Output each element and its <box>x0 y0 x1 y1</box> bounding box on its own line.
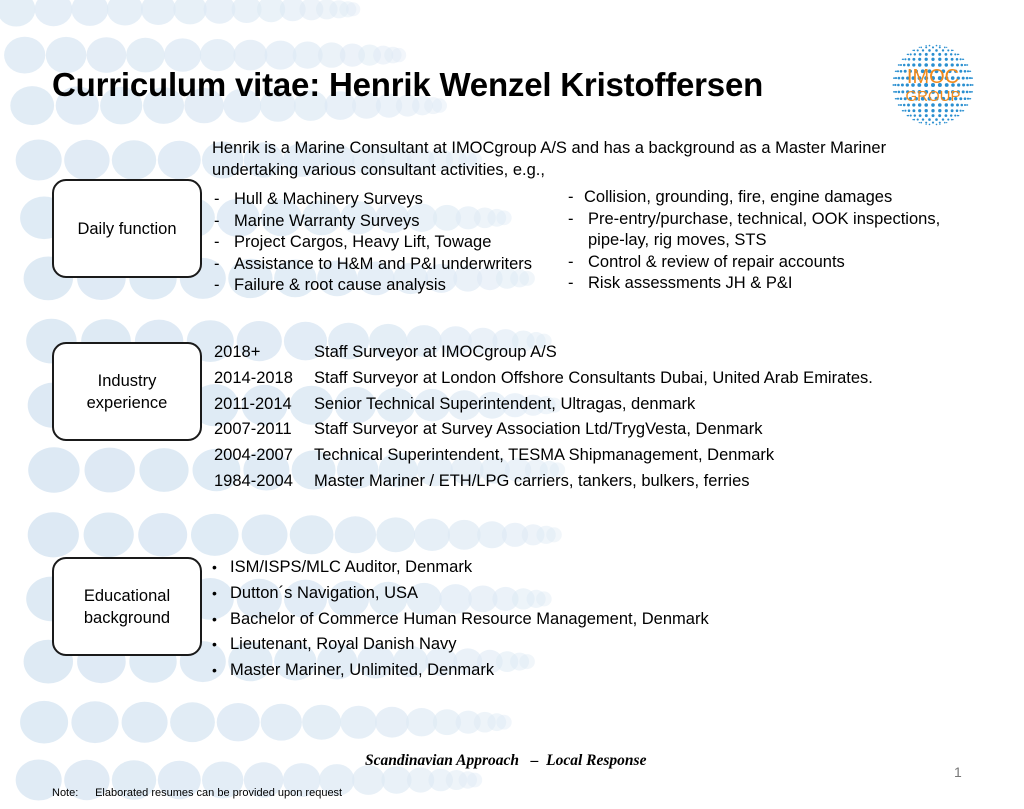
daily-function-label: Daily function <box>77 219 177 238</box>
background-dot <box>302 705 341 740</box>
intro-line-1: Henrik is a Marine Consultant at IMOCgroup A/S and has a background as a Master Mariner <box>212 139 887 157</box>
background-dot <box>138 513 187 557</box>
background-dot <box>496 715 511 730</box>
background-dot <box>173 0 206 24</box>
logo-dot <box>900 97 903 100</box>
background-dot <box>20 701 68 744</box>
logo-dot <box>918 109 921 112</box>
logo-dot <box>901 84 904 87</box>
background-dot <box>71 0 108 26</box>
logo-dot <box>919 53 922 56</box>
list-item: • Master Mariner, Unlimited, Denmark <box>212 661 495 680</box>
logo-dot <box>947 119 949 121</box>
logo-dot <box>893 91 895 93</box>
background-dot <box>414 519 450 551</box>
logo-dot <box>936 45 938 47</box>
logo-dot <box>900 104 902 106</box>
logo-dot <box>904 58 906 60</box>
logo-dot <box>901 77 904 80</box>
logo-dot <box>932 122 934 124</box>
footer-note <box>52 787 342 799</box>
logo-dot <box>919 47 920 48</box>
logo-dot <box>956 58 959 61</box>
logo-dot <box>963 110 964 111</box>
daily-function-box <box>52 179 202 278</box>
bullet-marker: • <box>212 636 217 653</box>
background-dot <box>448 520 481 550</box>
logo-dot <box>917 49 919 51</box>
table-row: 2018+ Staff Surveyor at IMOCgroup A/S <box>214 343 557 361</box>
logo-dot <box>958 54 959 55</box>
bullet-marker: • <box>212 610 217 627</box>
logo-dot <box>931 109 934 112</box>
logo-dot <box>929 124 931 126</box>
background-dot <box>112 140 156 179</box>
logo-dot <box>956 109 959 112</box>
logo-dot <box>938 53 941 56</box>
list-item: pipe-lay, rig moves, STS <box>588 231 767 249</box>
background-dot <box>391 48 406 62</box>
logo-dot <box>967 104 968 105</box>
logo-dot <box>959 70 962 73</box>
logo-dot <box>901 90 904 93</box>
logo-dot <box>925 114 928 117</box>
logo-dot <box>962 90 965 93</box>
logo-dot <box>950 53 952 55</box>
logo-dot <box>929 45 931 47</box>
background-dot <box>4 37 45 74</box>
background-dot <box>35 0 73 26</box>
page-number: 1 <box>954 764 962 780</box>
logo-dot <box>960 110 962 112</box>
logo-dot <box>966 91 969 94</box>
logo-dot <box>894 84 896 86</box>
logo-dot <box>938 114 941 117</box>
logo-dot <box>972 91 973 92</box>
logo-dot <box>919 114 922 117</box>
dash-marker: - <box>568 274 574 292</box>
education-label-line-2: background <box>83 608 171 627</box>
background-dot <box>84 513 134 558</box>
logo-dot <box>893 84 895 86</box>
logo-dot <box>945 53 948 56</box>
background-dot <box>191 514 239 556</box>
logo-dot <box>925 53 928 56</box>
logo-dot <box>912 109 915 112</box>
logo-dot <box>932 53 935 56</box>
logo-dot <box>939 124 940 125</box>
background-dot <box>28 447 79 492</box>
table-row: 1984-2004 Master Mariner / ETH/LPG carriers, tankers, bulkers, ferries <box>214 471 750 490</box>
experience-table <box>214 343 873 498</box>
logo-dot <box>966 84 969 87</box>
background-dot <box>232 0 262 23</box>
logo-dot <box>939 46 941 48</box>
logo-dot <box>954 115 956 117</box>
background-dot <box>546 527 562 542</box>
logo-dot <box>913 119 915 121</box>
background-dot <box>10 86 54 125</box>
svg-text:IMOC: IMOC <box>906 66 960 88</box>
logo-dot <box>914 53 916 55</box>
logo-dot <box>895 77 897 79</box>
logo-dot <box>946 122 947 123</box>
page-title: Curriculum vitae: Henrik Wenzel Kristoffersen <box>52 66 764 103</box>
logo-dot <box>895 98 897 100</box>
logo-dot <box>972 84 973 85</box>
list-item: - Pre-entry/purchase, technical, OOK inspections, <box>568 209 941 228</box>
logo-dot <box>926 124 927 125</box>
logo-dot <box>967 70 969 72</box>
background-dot <box>467 773 482 788</box>
logo-dot <box>900 64 902 66</box>
logo-dot <box>897 70 899 72</box>
list-item: • Dutton´s Navigation, USA <box>212 583 419 602</box>
intro-line-2: undertaking various consultant activities, e.g., <box>212 161 545 179</box>
note-label: Note: <box>52 787 79 799</box>
background-dot <box>376 517 415 552</box>
logo-dot <box>898 64 900 66</box>
background-dot <box>71 701 118 743</box>
logo-dot <box>970 98 971 99</box>
logo-dot <box>966 77 969 80</box>
logo-dot <box>964 64 966 66</box>
logo-dot <box>907 54 909 56</box>
education-list <box>212 558 709 687</box>
logo-dot <box>970 84 972 86</box>
list-item: • Bachelor of Commerce Human Resource Management, Denmark <box>212 609 709 628</box>
list-item: • Lieutenant, Royal Danish Navy <box>212 635 457 654</box>
background-dot <box>107 0 143 26</box>
logo-dot <box>944 122 946 124</box>
list-item: - Assistance to H&M and P&I underwriters <box>214 254 533 273</box>
logo-dot <box>897 98 899 100</box>
industry-label-line-2: experience <box>86 393 168 412</box>
logo-dot <box>917 119 919 121</box>
logo-dot <box>920 122 922 124</box>
logo-dot <box>944 47 946 49</box>
logo-dot <box>951 50 953 52</box>
slogan: Scandinavian Approach – Local Response <box>365 752 647 769</box>
logo-dot <box>902 110 904 112</box>
logo-dot <box>926 45 927 46</box>
logo-dot <box>898 91 901 94</box>
intro-paragraph <box>212 137 952 181</box>
logo-dot <box>936 124 938 126</box>
logo-dot <box>951 109 954 112</box>
logo-dot <box>952 119 953 120</box>
logo-dot <box>902 58 904 60</box>
dash-marker: - <box>214 254 220 273</box>
dash-marker: - <box>568 252 574 271</box>
background-dot <box>122 702 168 743</box>
list-item: - Failure & root cause analysis <box>214 276 446 294</box>
background-dot <box>204 0 236 24</box>
logo-dot <box>961 104 964 107</box>
dash-marker: - <box>214 211 220 230</box>
background-dot <box>217 703 260 741</box>
daily-function-list-right <box>568 188 940 296</box>
logo-dot <box>945 114 948 117</box>
list-item: • ISM/ISPS/MLC Auditor, Denmark <box>212 558 473 576</box>
logo-dot <box>972 78 973 79</box>
background-dot <box>261 704 302 741</box>
logo-dot <box>967 64 968 65</box>
logo-dot <box>920 47 922 49</box>
background-dot <box>406 708 437 736</box>
table-row: 2014-2018 Staff Surveyor at London Offshore Consultants Dubai, United Arab Emirates. <box>214 368 873 387</box>
background-dot <box>16 140 62 181</box>
background-dot <box>290 515 334 554</box>
dash-marker: - <box>214 190 220 208</box>
table-row: 2007-2011 Staff Surveyor at Survey Association Ltd/TrygVesta, Denmark <box>214 420 763 439</box>
logo-dot <box>893 77 895 79</box>
logo-dot <box>895 91 897 93</box>
note-text: Elaborated resumes can be provided upon request <box>95 787 343 799</box>
table-row: 2011-2014 Senior Technical Superintendent, Ultragas, denmark <box>214 394 696 413</box>
logo-dot <box>960 58 962 60</box>
logo-dot <box>925 122 927 124</box>
logo-dot <box>900 70 903 73</box>
logo-dot <box>964 104 966 106</box>
logo-dot <box>939 122 941 124</box>
background-dot <box>335 516 376 553</box>
logo-dot <box>932 114 935 117</box>
bullet-marker: • <box>212 584 217 601</box>
industry-experience-box <box>52 342 202 441</box>
logo-dot <box>912 58 915 61</box>
logo-dot <box>913 50 915 52</box>
bullet-marker: • <box>212 662 217 679</box>
logo-dot <box>951 119 953 121</box>
logo-dot <box>967 98 969 100</box>
logo-dot <box>922 49 924 51</box>
background-dot <box>170 702 215 742</box>
dash-marker: - <box>568 209 574 228</box>
logo-dot <box>925 58 928 61</box>
logo-dot <box>931 58 934 61</box>
logo-dot <box>964 97 967 100</box>
background-dot <box>85 448 135 493</box>
logo-dot <box>938 109 941 112</box>
logo-dot <box>935 49 938 52</box>
logo-dot <box>910 53 912 55</box>
list-item: - Project Cargos, Heavy Lift, Towage <box>214 233 492 251</box>
list-item: - Hull & Machinery Surveys <box>214 190 423 208</box>
logo-dot <box>904 110 906 112</box>
logo-dot <box>908 109 911 112</box>
list-item: - Marine Warranty Surveys <box>214 211 420 230</box>
background-dot <box>158 141 201 179</box>
education-label-line-1: Educational <box>83 586 171 605</box>
background-dot <box>141 0 176 25</box>
logo-dot <box>951 58 954 61</box>
logo-dot <box>947 49 949 51</box>
logo-dot <box>954 53 956 55</box>
background-dot <box>139 448 188 492</box>
logo-dot <box>970 71 971 72</box>
logo-dot <box>942 118 944 120</box>
background-dot <box>64 140 109 180</box>
logo-dot <box>952 50 953 51</box>
logo-dot <box>908 58 911 61</box>
logo-dot <box>925 46 927 48</box>
education-box <box>52 557 202 656</box>
list-item: - Risk assessments JH & P&I <box>568 274 793 292</box>
logo-dot <box>918 58 921 61</box>
logo-dot <box>963 59 964 60</box>
logo-dot <box>969 91 971 93</box>
logo-dot <box>964 70 967 73</box>
logo-dot <box>895 70 897 72</box>
logo-dot <box>925 109 928 112</box>
logo-dot <box>898 77 901 80</box>
imoc-group-logo <box>890 42 976 128</box>
logo-dot <box>919 122 920 123</box>
list-item: - Collision, grounding, fire, engine damages <box>568 188 893 206</box>
bullet-marker: • <box>212 559 217 575</box>
dash-marker: - <box>214 276 220 294</box>
logo-dot <box>910 115 912 117</box>
svg-text:GROUP: GROUP <box>905 88 961 105</box>
table-row: 2004-2007 Technical Superintendent, TESMA Shipmanagement, Denmark <box>214 446 775 465</box>
background-dot <box>346 2 360 16</box>
dash-marker: - <box>214 233 220 251</box>
logo-dot <box>945 58 948 61</box>
logo-dot <box>946 47 947 48</box>
logo-dot <box>907 115 909 117</box>
background-dot <box>340 706 377 739</box>
logo-dot <box>962 84 965 87</box>
logo-dot <box>950 114 952 116</box>
logo-dot <box>945 109 948 112</box>
logo-dot <box>969 77 971 79</box>
logo-dot <box>903 64 906 67</box>
logo-dot <box>939 45 940 46</box>
logo-dot <box>961 64 964 67</box>
logo-dot <box>942 49 944 51</box>
dash-marker: - <box>568 188 574 206</box>
logo-dot <box>928 118 931 121</box>
logo-dot <box>932 46 934 48</box>
logo-dot <box>897 84 900 87</box>
background-dot <box>28 512 79 557</box>
logo-dot <box>898 104 900 106</box>
background-dot <box>242 514 288 555</box>
background-dot <box>375 707 409 738</box>
background-dot <box>0 0 35 27</box>
logo-dot <box>914 114 916 116</box>
daily-function-list-left <box>214 190 532 298</box>
logo-dot <box>928 49 931 52</box>
logo-dot <box>958 115 959 116</box>
list-item: - Control & review of repair accounts <box>568 252 845 271</box>
logo-dot <box>935 118 938 121</box>
logo-dot <box>922 118 924 120</box>
logo-dot <box>962 77 965 80</box>
logo-dot <box>938 58 941 61</box>
industry-label-line-1: Industry <box>97 371 157 390</box>
